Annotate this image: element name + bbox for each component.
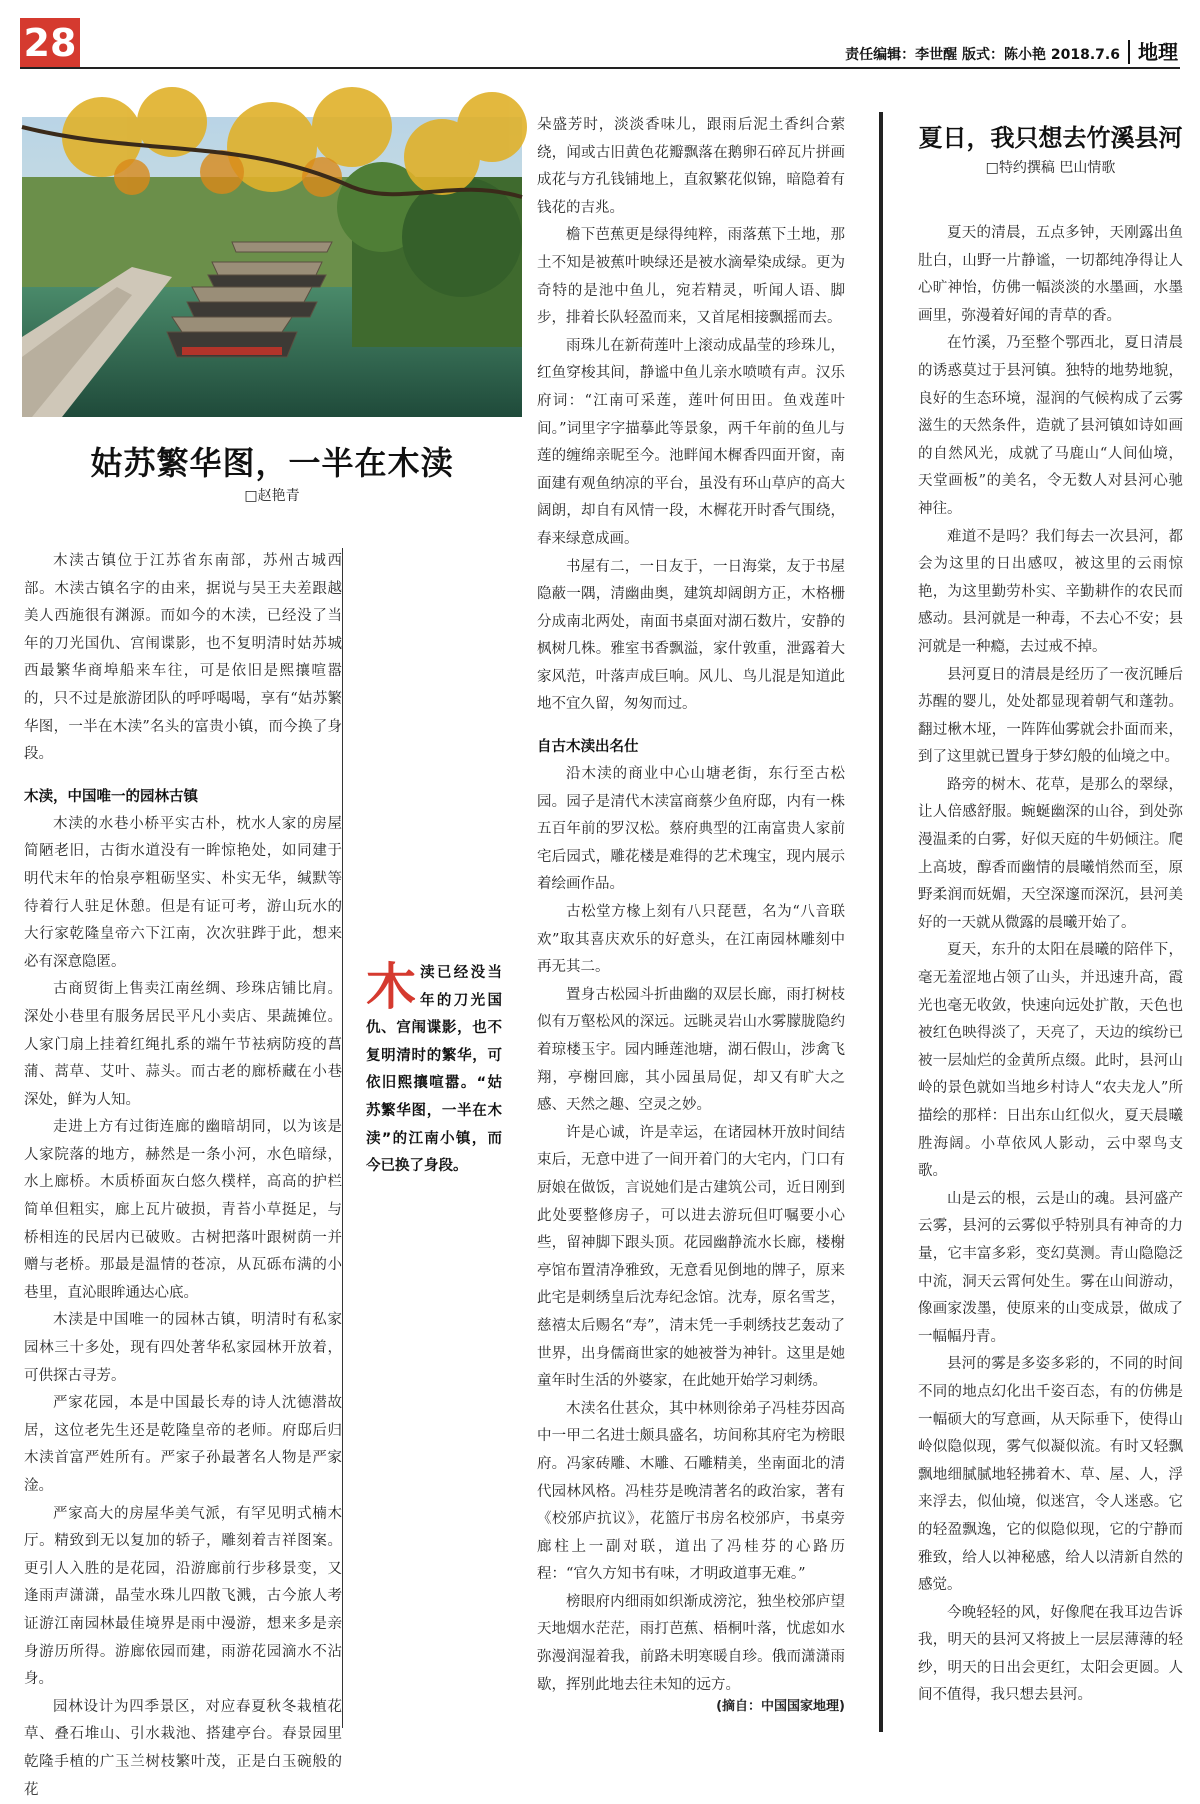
paragraph: 书屋有二，一日友于，一日海棠，友于书屋隐蔽一隅，清幽曲奥，建筑却阔朗方正，木格栅分成南北两处，南面书桌面对湖石数片，安静的枫树几株。雅室书香飘溢，家什敦重，泄露着大家风范，叶落声成巨响。风儿、鸟儿混是知道此地不宜久留，匆匆而过。 bbox=[537, 558, 845, 713]
source-note: (摘自：中国国家地理) bbox=[716, 1699, 845, 1714]
section-name: 地理 bbox=[1128, 40, 1178, 64]
paragraph: 县河夏日的清晨是经历了一夜沉睡后苏醒的婴儿，处处都显现着朝气和蓬勃。翻过楸木垭，一阵阵仙雾就会扑面而来，到了这里就已置身于梦幻般的仙境之中。 bbox=[918, 666, 1183, 766]
paragraph: 难道不是吗？我们每去一次县河，都会为这里的日出感叹，被这里的云雨惊艳，为这里勤劳朴实、辛勤耕作的农民而感动。县河就是一种毒，不去心不安；县河就是一种瘾，去过戒不掉。 bbox=[918, 528, 1183, 655]
side-article-byline: □特约撰稿 巴山情歌 bbox=[985, 160, 1116, 176]
paragraph: 走进上方有过街连廊的幽暗胡同，以为该是人家院落的地方，赫然是一条小河，水色暗绿，水上廊桥。木质桥面灰白悠久樸样，高高的护栏简单但粗实，廊上瓦片破损，青苔小草挺足，与桥相连的民居内已破败。古树把落叶跟树荫一并赠与老桥。那最是温情的苍凉，从瓦砾布满的小巷里，直沁眼眸通达心底。 bbox=[24, 1119, 342, 1301]
page-number: 28 bbox=[20, 18, 80, 68]
paragraph: 榜眼府内细雨如织渐成滂沱，独坐校邠庐望天地烟水茫茫，雨打芭蕉、梧桐叶落，忧虑如水弥漫润湿着我，前路未明寒暖自珍。俄而潇潇雨歇，挥别此地去往未知的远方。 bbox=[537, 1593, 845, 1693]
paragraph: 在竹溪，乃至整个鄂西北，夏日清晨的诱惑莫过于县河镇。独特的地势地貌，良好的生态环境，湿润的气候构成了云雾滋生的天然条件，造就了县河镇如诗如画的自然风光，成就了马鹿山“人间仙境，天堂画板”的美名，令无数人对县河心驰神往。 bbox=[918, 335, 1183, 517]
side-article-title: 夏日，我只想去竹溪县河 bbox=[918, 123, 1183, 152]
paragraph: 园林设计为四季景区，对应春夏秋冬栽植花草、叠石堆山、引水栽池、搭建亭台。春景园里乾隆手植的广玉兰树枝繁叶茂，正是白玉碗般的花 bbox=[24, 1698, 342, 1798]
paragraph: 沿木渎的商业中心山塘老街，东行至古松园。园子是清代木渎富商蔡少鱼府邸，内有一株五百年前的罗汉松。蔡府典型的江南富贵人家前宅后园式，雕花楼是难得的艺术瑰宝，现内展示着绘画作品。 bbox=[537, 766, 845, 893]
paragraph: 木渎是中国唯一的园林古镇，明清时有私家园林三十多处，现有四处著华私家园林开放着，可供探古寻芳。 bbox=[24, 1312, 342, 1384]
section-divider bbox=[879, 112, 883, 1732]
paragraph: 木渎古镇位于江苏省东南部，苏州古城西部。木渎古镇名字的由来，据说与吴王夫差跟越美人西施很有渊源。而如今的木渎，已经没了当年的刀光国仇、宫闱谍影，也不复明清时姑苏城西最繁华商埠船来车往，可是依旧是熙攘喧嚣的，只不过是旅游团队的呼呼喝喝，享有“姑苏繁华图，一半在木渎”名头的富贵小镇，而今换了身段。 bbox=[24, 553, 342, 763]
main-article-column-1 bbox=[24, 548, 342, 1798]
paragraph: 檐下芭蕉更是绿得纯粹，雨落蕉下土地，那土不知是被蕉叶映绿还是被水滴晕染成绿。更为奇特的是池中鱼儿，宛若精灵，听闻人语、脚步，排着长队轻盈而来，又首尾相接飘摇而去。 bbox=[537, 227, 845, 327]
page-header bbox=[0, 0, 1200, 70]
pull-quote-text: 渎已经没当年的刀光国仇、宫闱谍影，也不复明清时的繁华，可依旧熙攘喧嚣。“姑苏繁华图，一半在木渎”的江南小镇，而今已换了身段。 bbox=[366, 965, 502, 1175]
header-credits bbox=[845, 36, 1178, 65]
paragraph: 夏天，东升的太阳在晨曦的陪伴下，毫无羞涩地占领了山头，并迅速升高，霞光也毫无收敛，快速向远处扩散，天色也被红色映得淡了，天亮了，天边的缤纷已被一层灿烂的金黄所点缀。此时，县河山岭的景色就如当地乡村诗人“农夫龙人”所描绘的那样：日出东山红似火，夏天晨曦胜海阔。小草依风人影动，云中翠鸟支歌。 bbox=[918, 942, 1183, 1180]
paragraph: 县河的雾是多姿多彩的，不同的时间不同的地点幻化出千姿百态，有的仿佛是一幅硕大的写意画，从天际垂下，使得山岭似隐似现，雾气似凝似流。有时又轻飘飘地细腻腻地轻拂着木、草、屋、人，浮来浮去，似仙境，似迷宫，令人迷惑。它的轻盈飘逸，它的似隐似现，它的宁静而雅致，给人以神秘感，给人以清新自然的感觉。 bbox=[918, 1356, 1183, 1594]
main-article-column-2 bbox=[537, 112, 845, 1693]
canal-boats-image bbox=[22, 117, 522, 417]
side-article-body bbox=[918, 220, 1183, 1730]
paragraph: 今晚轻轻的风，好像爬在我耳边告诉我，明天的县河又将披上一层层薄薄的轻纱，明天的日出会更红，太阳会更圆。人间不值得，我只想去县河。 bbox=[918, 1604, 1183, 1704]
main-article-byline: □赵艳青 bbox=[244, 488, 300, 504]
paragraph: 山是云的根，云是山的魂。县河盛产云雾，县河的云雾似乎特别具有神奇的力量，它丰富多彩，变幻莫测。青山隐隐泛中流，洞天云霄何处生。雾在山间游动，像画家泼墨，使原来的山变成景，做成了一幅幅丹青。 bbox=[918, 1190, 1183, 1345]
paragraph: 严家花园，本是中国最长寿的诗人沈德潜故居，这位老先生还是乾隆皇帝的老师。府邸后归木渎首富严姓所有。严家子孙最著名人物是严家淦。 bbox=[24, 1395, 342, 1494]
section-heading: 自古木渎出名仕 bbox=[537, 739, 639, 756]
paragraph: 严家高大的房屋华美气派，有罕见明式楠木厅。精致到无以复加的轿子，雕刻着吉祥图案。更引人入胜的是花园，沿游廊前行步移景变，又逢雨声潇潇，晶莹水珠儿四散飞溅，古今旅人考证游江南园林最佳境界是雨中漫游，想来多是亲身游历所得。游廊依园而建，雨游花园滴水不沾身。 bbox=[24, 1505, 342, 1688]
paragraph: 木渎的水巷小桥平实古朴，枕水人家的房屋简陋老旧，古街水道没有一眸惊艳处，如同建于明代末年的怡泉亭粗砺坚实、朴实无华，缄默等待着行人驻足休憩。但是有证可考，游山玩水的大行家乾隆皇帝六下江南，次次驻跸于此，想来必有深意隐匿。 bbox=[24, 815, 342, 970]
pull-quote-dropcap: 木 bbox=[366, 958, 416, 1016]
paragraph: 古松堂方椽上刻有八只琵琶，名为“八音联欢”取其喜庆欢乐的好意头，在江南园林雕刻中再无其二。 bbox=[537, 904, 845, 976]
article-photo bbox=[22, 117, 522, 417]
paragraph: 许是心诚，许是幸运，在诸园林开放时间结束后，无意中进了一间开着门的大宅内，门口有厨娘在做饭，言说她们是古建筑公司，近日刚到此处要整修房子，可以进去游玩但叮嘱要小心些，留神脚下跟头顶。花园幽静流水长廊，楼榭亭馆布置清净雅致，无意看见倒地的牌子，原来此宅是刺绣皇后沈寿纪念馆。沈寿，原名雪芝，慈禧太后赐名“寿”，清末凭一手刺绣技艺轰动了世界，出身儒商世家的她被誉为神针。这里是她童年时生活的外婆家，在此她开始学习刺绣。 bbox=[537, 1124, 845, 1390]
paragraph: 置身古松园斗折曲幽的双层长廊，雨打树枝似有万壑松风的深远。远眺灵岩山水雾朦胧隐约着琼楼玉宇。园内睡莲池塘，湖石假山，涉禽飞翔，亭榭回廊，其小园虽局促，却又有旷大之感、天然之趣、空灵之妙。 bbox=[537, 986, 845, 1114]
pull-quote bbox=[366, 960, 502, 1181]
paragraph: 路旁的树木、花草，是那么的翠绿，让人倍感舒服。蜿蜒幽深的山谷，到处弥漫温柔的白雾，好似天庭的牛奶倾注。爬上高坡，醇香而幽情的晨曦悄然而至，原野柔润而妩媚，天空深邃而深沉，县河美好的一天就从微露的晨曦开始了。 bbox=[918, 776, 1183, 931]
column-divider bbox=[342, 548, 343, 1728]
paragraph: 古商贸街上售卖江南丝绸、珍珠店铺比肩。深处小巷里有服务居民平凡小卖店、果蔬摊位。人家门扇上挂着红绳扎系的端午节袪病防疫的菖蒲、蒿草、艾叶、蒜头。而古老的廊桥藏在小巷深处，鲜为人知。 bbox=[24, 981, 342, 1108]
section-heading: 木渎，中国唯一的园林古镇 bbox=[24, 788, 198, 805]
paragraph: 雨珠儿在新荷莲叶上滚动成晶莹的珍珠儿，红鱼穿梭其间，静谧中鱼儿亲水喷喷有声。汉乐府词：“江南可采莲，莲叶何田田。鱼戏莲叶间。”词里字字描摹此等景象，两千年前的鱼儿与莲的缠绵亲昵至今。池畔闻木樨香四面开窗，南面建有观鱼纳凉的平台，虽没有环山草庐的高大阔朗，却自有风情一段，木樨花开时香气围绕，春来绿意成画。 bbox=[537, 337, 845, 547]
editor-credits: 责任编辑：李世醒 版式：陈小艳 2018.7.6 bbox=[845, 47, 1120, 63]
paragraph: 朵盛芳时，淡淡香味儿，跟雨后泥土香纠合萦绕，闻或古旧黄色花瓣飘落在鹅卵石碎瓦片拼画成花与方孔钱铺地上，直叙繁花似锦，暗隐着有钱花的吉兆。 bbox=[537, 117, 845, 216]
header-rule bbox=[20, 67, 1180, 69]
main-article-title: 姑苏繁华图，一半在木渎 bbox=[90, 444, 454, 482]
paragraph: 夏天的清晨，五点多钟，天刚露出鱼肚白，山野一片静谧，一切都纯净得让人心旷神怡，仿佛一幅淡淡的水墨画，水墨画里，弥漫着好闻的青草的香。 bbox=[918, 225, 1183, 324]
paragraph: 木渎名仕甚众，其中林则徐弟子冯桂芬因高中一甲二名进士颇具盛名，坊间称其府宅为榜眼府。冯家砖雕、木雕、石雕精美，坐南面北的清代园林风格。冯桂芬是晚清著名的政治家，著有《校邠庐抗议》，花篮厅书房名校邠庐，书桌旁廊柱上一副对联，道出了冯桂芬的心路历程：“官久方知书有味，才明政道事无难。” bbox=[537, 1400, 845, 1583]
